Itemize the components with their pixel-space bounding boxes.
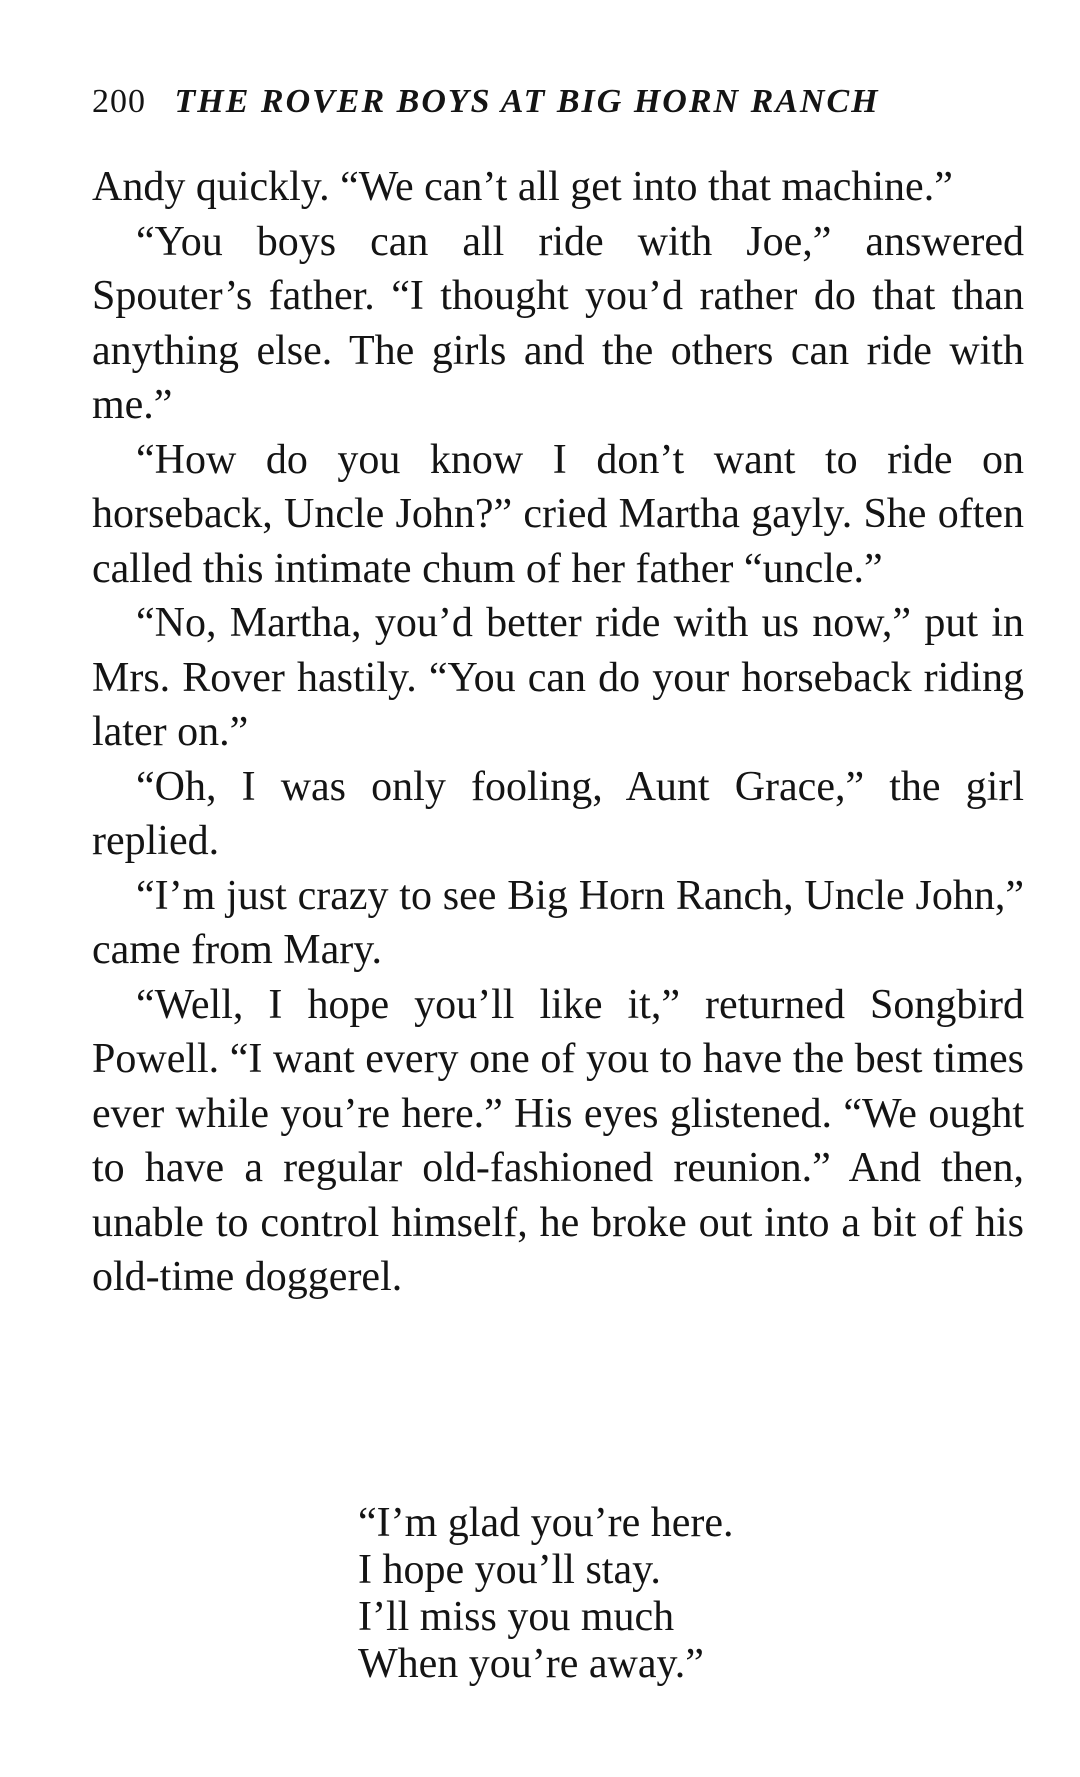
paragraph: Andy quickly. “We can’t all get into that machine.” (92, 164, 953, 210)
paragraph: “How do you know I don’t want to ride on horseback, Uncle John?” cried Martha gayly. She often called this intimate chum of her father “uncle.” (92, 436, 1024, 592)
verse-line: I’ll miss you much (358, 1594, 675, 1640)
paragraph: “Well, I hope you’ll like it,” returned Songbird Powell. “I want every one of you to have the best times ever while you’re here.” His eyes glistened. “We ought to have a regular old-fashioned reunion.” And then, unable to control himself, he broke out into a bit of his old-time doggerel. (92, 981, 1024, 1300)
verse-line: When you’re away.” (358, 1641, 704, 1687)
page-number: 200 (92, 83, 146, 120)
paragraph: “No, Martha, you’d better ride with us now,” put in Mrs. Rover hastily. “You can do your horseback riding later on.” (92, 600, 1024, 755)
verse-line: I hope you’ll stay. (358, 1547, 661, 1593)
verse-line: “I’m glad you’re here. (358, 1500, 734, 1546)
book-title: THE ROVER BOYS AT BIG HORN RANCH (174, 83, 880, 120)
paragraph: “You boys can all ride with Joe,” answered Spouter’s father. “I thought you’d rather do that than anything else. The girls and the others can ride with me.” (92, 218, 1024, 428)
body-text (92, 160, 1024, 1305)
verse-block (358, 1500, 878, 1688)
paragraph: “I’m just crazy to see Big Horn Ranch, Uncle John,” came from Mary. (92, 872, 1024, 973)
running-head (92, 78, 992, 126)
paragraph: “Oh, I was only fooling, Aunt Grace,” the girl replied. (92, 763, 1024, 864)
